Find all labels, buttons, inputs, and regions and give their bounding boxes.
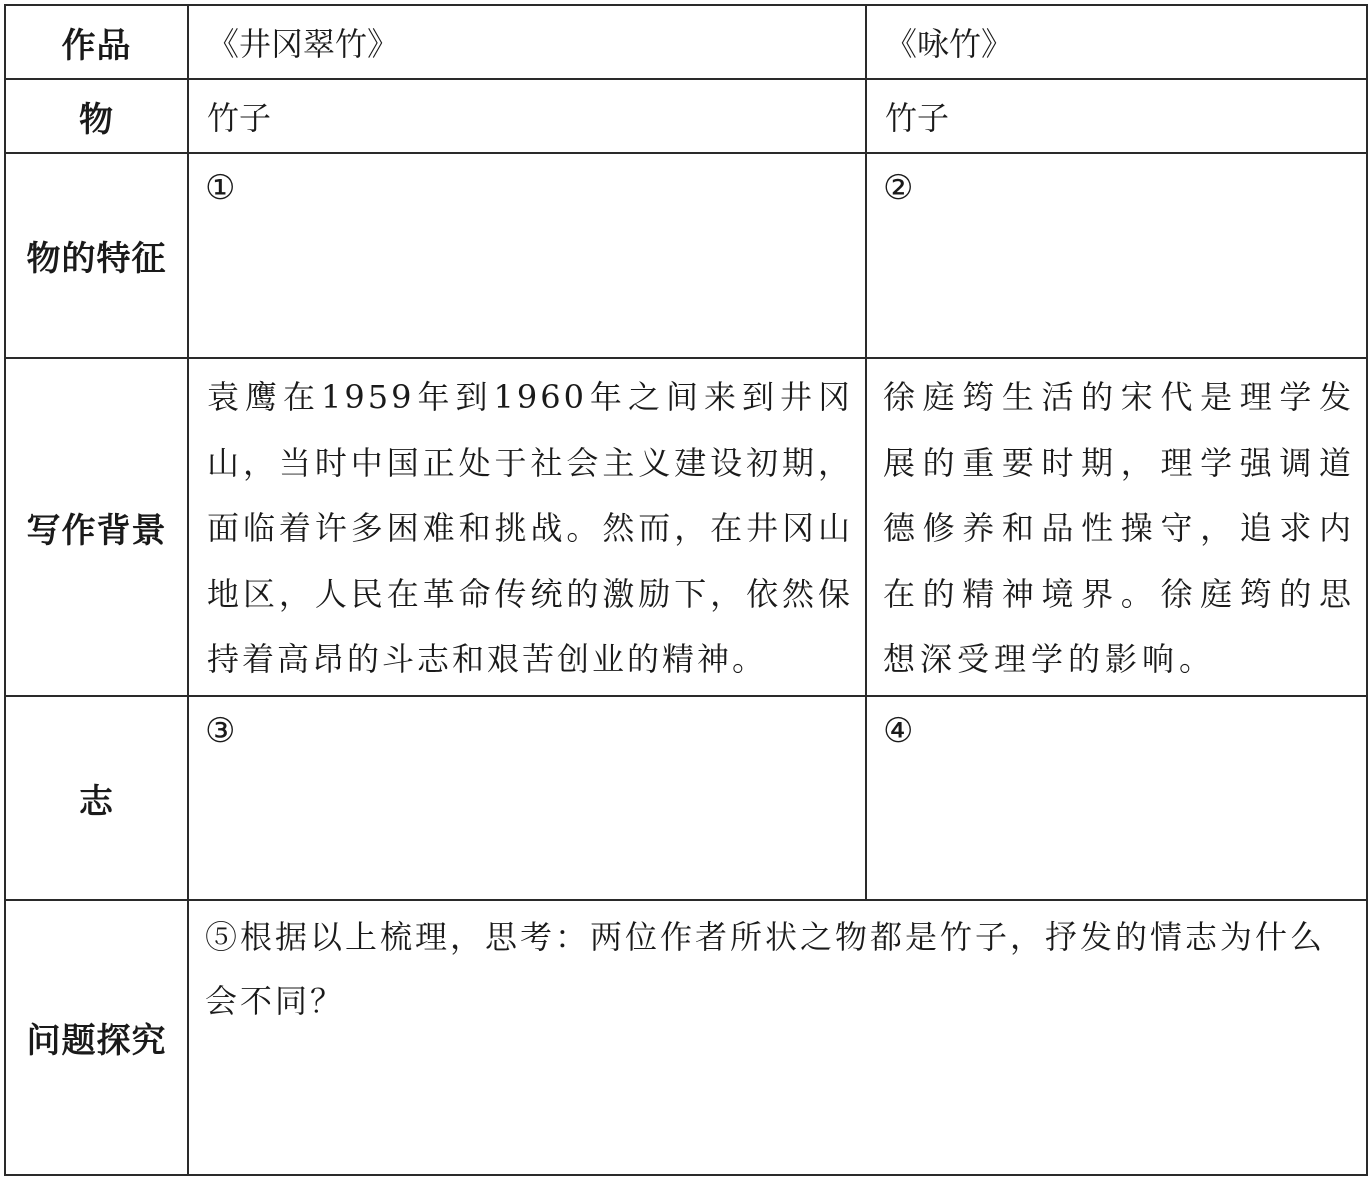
blank-marker-2: ②	[883, 168, 914, 208]
table-row-features	[5, 153, 1367, 358]
cell-work-right	[866, 5, 1367, 79]
object-left: 竹子	[207, 99, 272, 137]
blank-marker-4: ④	[883, 711, 914, 751]
label-background: 写作背景	[5, 358, 188, 696]
label-object: 物	[5, 79, 188, 153]
cell-object-left	[188, 79, 866, 153]
blank-marker-3: ③	[205, 711, 236, 751]
table-row-inquiry	[5, 900, 1367, 1175]
cell-object-right	[866, 79, 1367, 153]
cell-background-left	[188, 358, 866, 696]
work-title-right: 《咏竹》	[885, 25, 1014, 63]
table-row-background	[5, 358, 1367, 696]
cell-work-left	[188, 5, 866, 79]
answer-blank-4[interactable]	[866, 696, 1367, 900]
background-text-right: 徐庭筠生活的宋代是理学发展的重要时期，理学强调道德修养和品性操守，追求内在的精神境界。徐庭筠的思想深受理学的影响。	[883, 378, 1356, 678]
work-title-left: 《井冈翠竹》	[207, 25, 400, 63]
table-row-aspiration	[5, 696, 1367, 900]
background-text-left: 袁鹰在1959年到1960年之间来到井冈山，当时中国正处于社会主义建设初期，面临着许多困难和挑战。然而，在井冈山地区，人民在革命传统的激励下，依然保持着高昂的斗志和艰苦创业的精神。	[207, 378, 853, 678]
answer-blank-5[interactable]	[188, 900, 1367, 1175]
object-right: 竹子	[885, 99, 950, 137]
cell-background-right	[866, 358, 1367, 696]
comparison-table	[4, 4, 1368, 1176]
blank-marker-1: ①	[205, 168, 236, 208]
table-row-object	[5, 79, 1367, 153]
answer-blank-2[interactable]	[866, 153, 1367, 358]
inquiry-question: ⑤根据以上梳理，思考：两位作者所状之物都是竹子，抒发的情志为什么会不同？	[205, 918, 1326, 1020]
worksheet	[4, 4, 1366, 1174]
answer-blank-3[interactable]	[188, 696, 866, 900]
table-row-works	[5, 5, 1367, 79]
label-works: 作品	[5, 5, 188, 79]
answer-blank-1[interactable]	[188, 153, 866, 358]
label-aspiration: 志	[5, 696, 188, 900]
label-inquiry: 问题探究	[5, 900, 188, 1175]
label-features: 物的特征	[5, 153, 188, 358]
